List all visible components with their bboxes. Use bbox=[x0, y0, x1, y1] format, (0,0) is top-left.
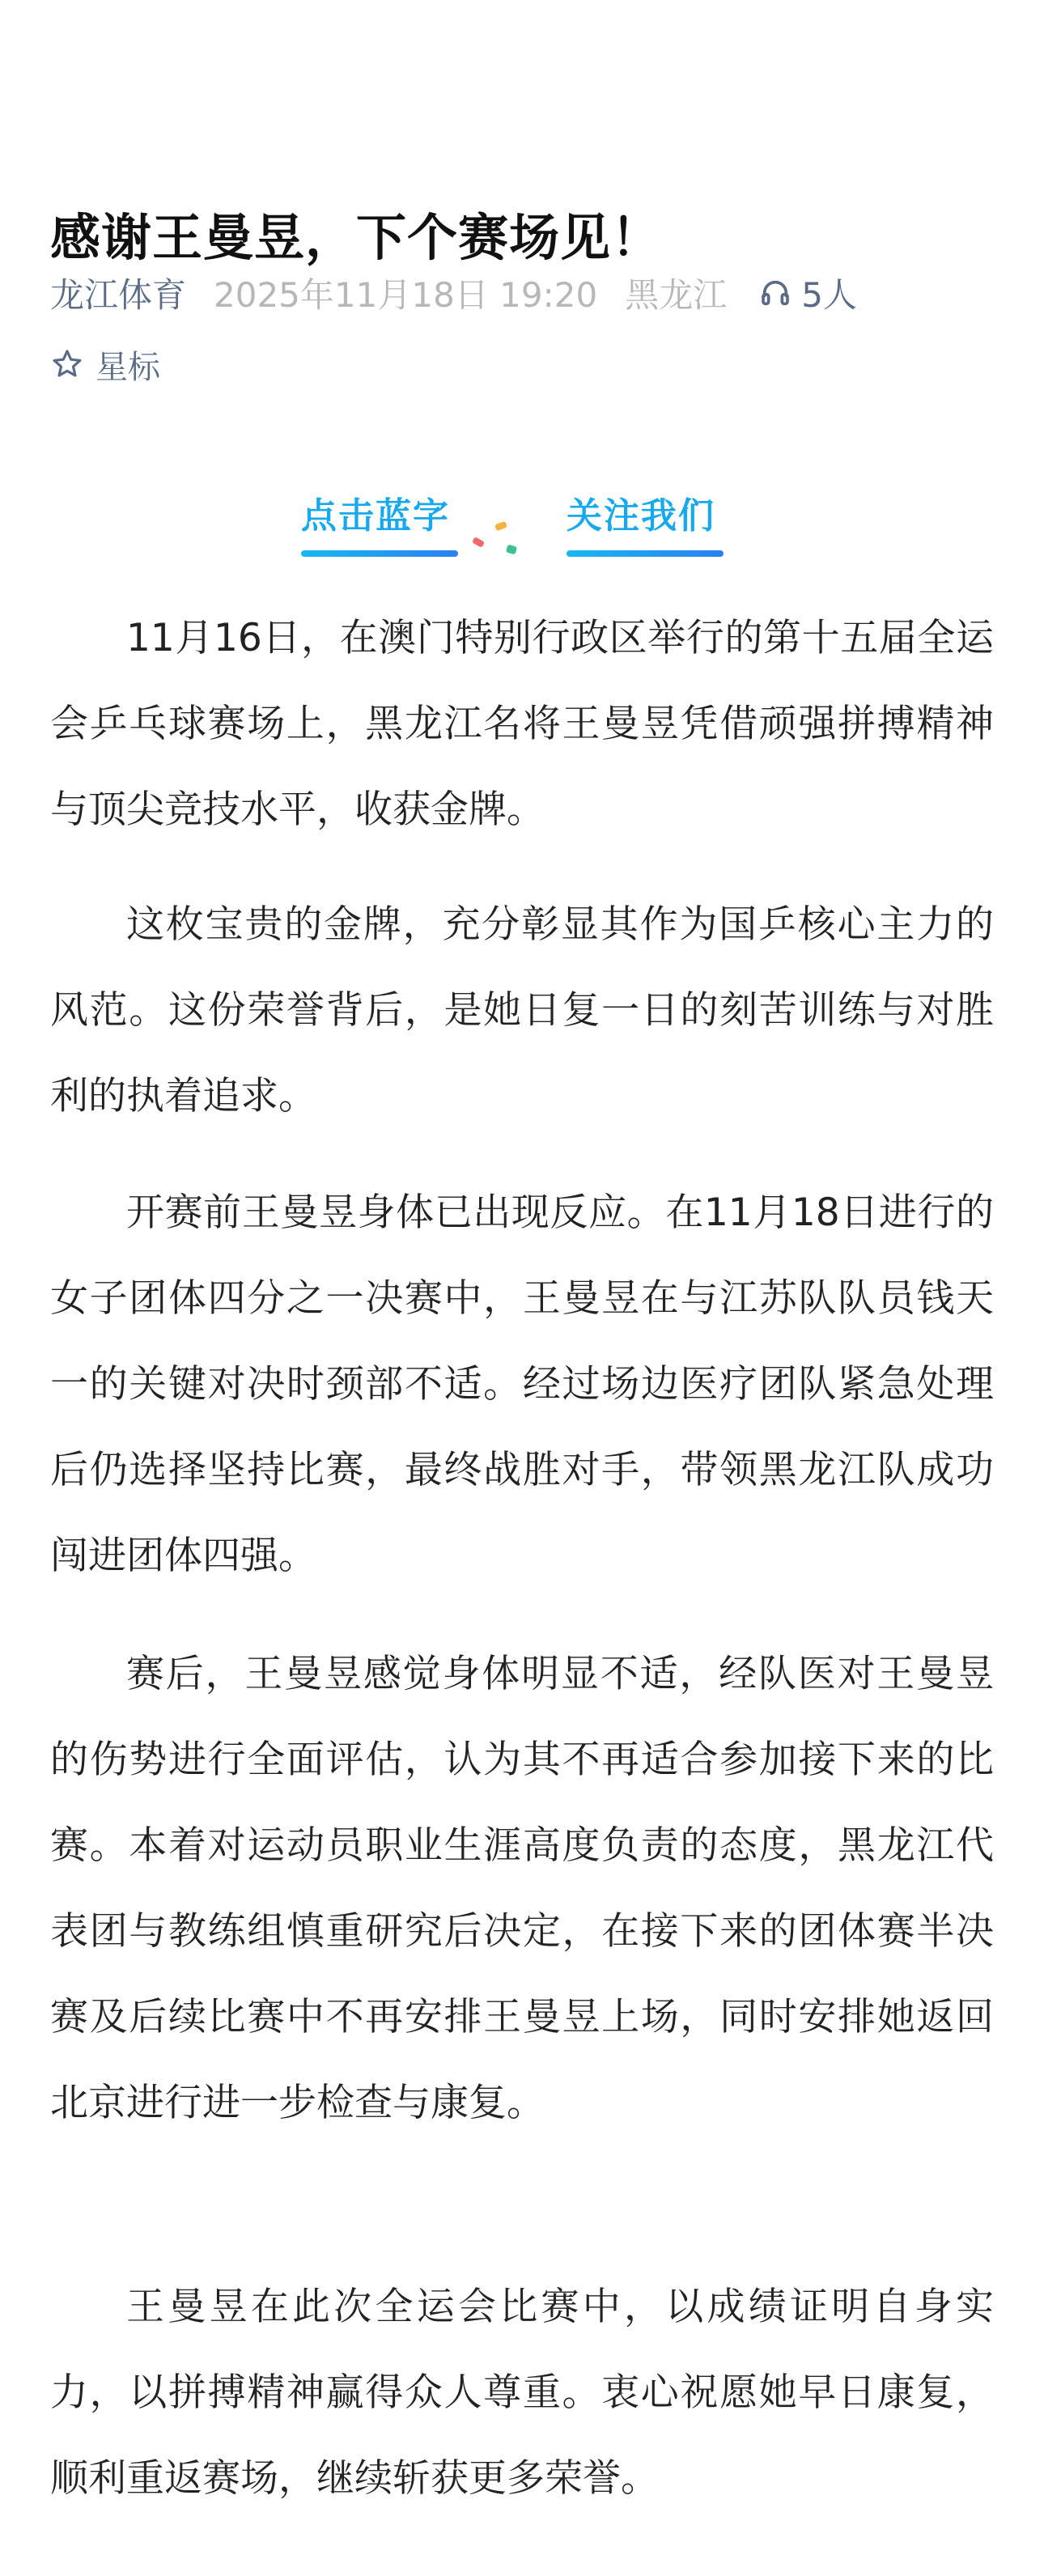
banner-left-text: 点击蓝字 bbox=[301, 495, 450, 537]
listener-count: 5人 bbox=[801, 275, 857, 315]
article-paragraph: 开赛前王曼昱身体已出现反应。在11月18日进行的女子团体四分之一决赛中，王曼昱在与江苏队队员钱天一的关键对决时颈部不适。经过场边医疗团队紧急处理后仍选择坚持比赛，最终战胜对手，带领黑龙江队成功闯进团体四强。 bbox=[50, 1190, 994, 1578]
star-icon bbox=[50, 347, 84, 381]
star-label: 星标 bbox=[95, 348, 160, 386]
confetti-dot bbox=[494, 521, 507, 531]
account-name-link[interactable]: 龙江体育 bbox=[50, 275, 187, 315]
listen-button[interactable] bbox=[759, 269, 857, 317]
article-meta bbox=[50, 267, 857, 319]
article-paragraph: 这枚宝贵的金牌，充分彰显其作为国乒核心主力的风范。这份荣誉背后，是她日复一日的刻苦训练与对胜利的执着追求。 bbox=[50, 902, 994, 1118]
confetti-dot bbox=[472, 537, 485, 548]
article-paragraph: 赛后，王曼昱感觉身体明显不适，经队医对王曼昱的伤势进行全面评估，认为其不再适合参加接下来的比赛。本着对运动员职业生涯高度负责的态度，黑龙江代表团与教练组慎重研究后决定，在接下来的团体赛半决赛及后续比赛中不再安排王曼昱上场，同时安排她返回北京进行进一步检查与康复。 bbox=[50, 1652, 994, 2125]
banner-left-underline bbox=[301, 550, 458, 557]
publish-date: 2025年11月18日 19:20 bbox=[214, 275, 598, 315]
star-button[interactable] bbox=[50, 338, 160, 390]
publish-region: 黑龙江 bbox=[625, 275, 728, 315]
article-paragraph: 11月16日，在澳门特别行政区举行的第十五届全运会乒乓球赛场上，黑龙江名将王曼昱凭借顽强拼搏精神与顶尖竞技水平，收获金牌。 bbox=[50, 616, 994, 832]
banner-right-underline bbox=[567, 550, 724, 557]
article-paragraph: 王曼昱在此次全运会比赛中，以成绩证明自身实力，以拼搏精神赢得众人尊重。衷心祝愿她早日康复，顺利重返赛场，继续斩获更多荣誉。 bbox=[50, 2285, 994, 2501]
article-title: 感谢王曼昱，下个赛场见！ bbox=[50, 207, 663, 267]
follow-banner bbox=[0, 482, 1044, 571]
headphones-icon bbox=[759, 277, 791, 309]
banner-right-text: 关注我们 bbox=[567, 495, 715, 537]
confetti-dot bbox=[506, 545, 517, 555]
